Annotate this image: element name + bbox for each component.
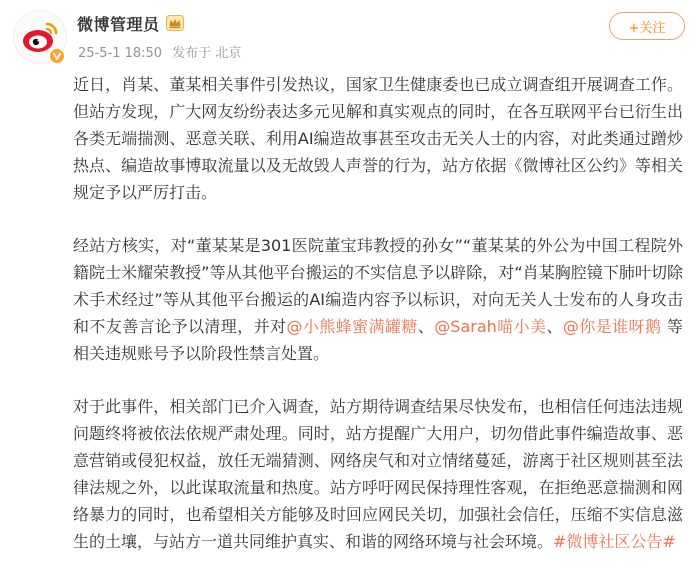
topic-link[interactable]: #微博社区公告# [553,532,676,551]
crown-badge-icon[interactable] [166,15,184,31]
post-source: 发布于 北京 [172,46,242,61]
paragraph-text: 经站方核实，对“董某某是301医院董宝玮教授的孙女”“董某某的外公为中国工程院外籍院士米耀荣教授”等从其他平台搬运的不实信息予以辟除，对“肖某胸腔镜下肺叶切除术手术经过”等从其他平台搬运的AI编造内容予以标识，对向无关人士发布的人身攻击和不友善言论予以清理，并对 [73,236,683,336]
post-body [73,71,683,581]
post-paragraph [73,393,683,555]
paragraph-text: 等相关违规账号予以阶段性禁言处置。 [73,317,683,363]
paragraph-text: 对于此事件，相关部门已介入调查，站方期待调查结果尽快发布，也相信任何违法违规问题终将被依法依规严肃处理。同时，站方提醒广大用户，切勿借此事件编造故事、恶意营销或侵犯权益，放任无端猜测、网络戾气和对立情绪蔓延，游离于社区规则甚至法律法规之外，以此谋取流量和热度。站方呼吁网民保持理性客观，在拒绝恶意揣测和网络暴力的同时，也希望相关方能够及时回应网民关切，加强社会信任，压缩不实信息滋生的土壤，与站方一道共同维护真实、和谐的网络环境与社会环境。 [73,397,683,551]
verified-badge-icon [49,48,65,64]
post-header [0,0,700,66]
paragraph-text: 、 [546,317,563,336]
mention-link[interactable]: @小熊蜂蜜满罐糖 [286,317,418,336]
post-date[interactable]: 25-5-1 18:50 [78,46,163,61]
follow-button[interactable]: +关注 [609,12,685,40]
author-name[interactable]: 微博管理员 [77,14,160,34]
mention-link[interactable]: @Sarah喵小美 [434,317,547,336]
paragraph-text: 近日，肖某、董某相关事件引发热议，国家卫生健康委也已成立调查组开展调查工作。但站方发现，广大网友纷纷表达多元见解和真实观点的同时，在各互联网平台已衍生出各类无端揣测、恶意关联、利用AI编造故事甚至攻击无关人士的内容，对此类通过蹭炒热点、编造故事博取流量以及无故毁人声誉的行为，站方依据《微博社区公约》等相关规定予以严厉打击。 [73,75,683,202]
paragraph-text: 、 [417,317,435,336]
mention-link[interactable]: @你是谁呀鹅 [562,317,662,336]
post-paragraph [73,232,683,367]
post-meta [78,42,247,61]
post-paragraph [73,71,683,206]
